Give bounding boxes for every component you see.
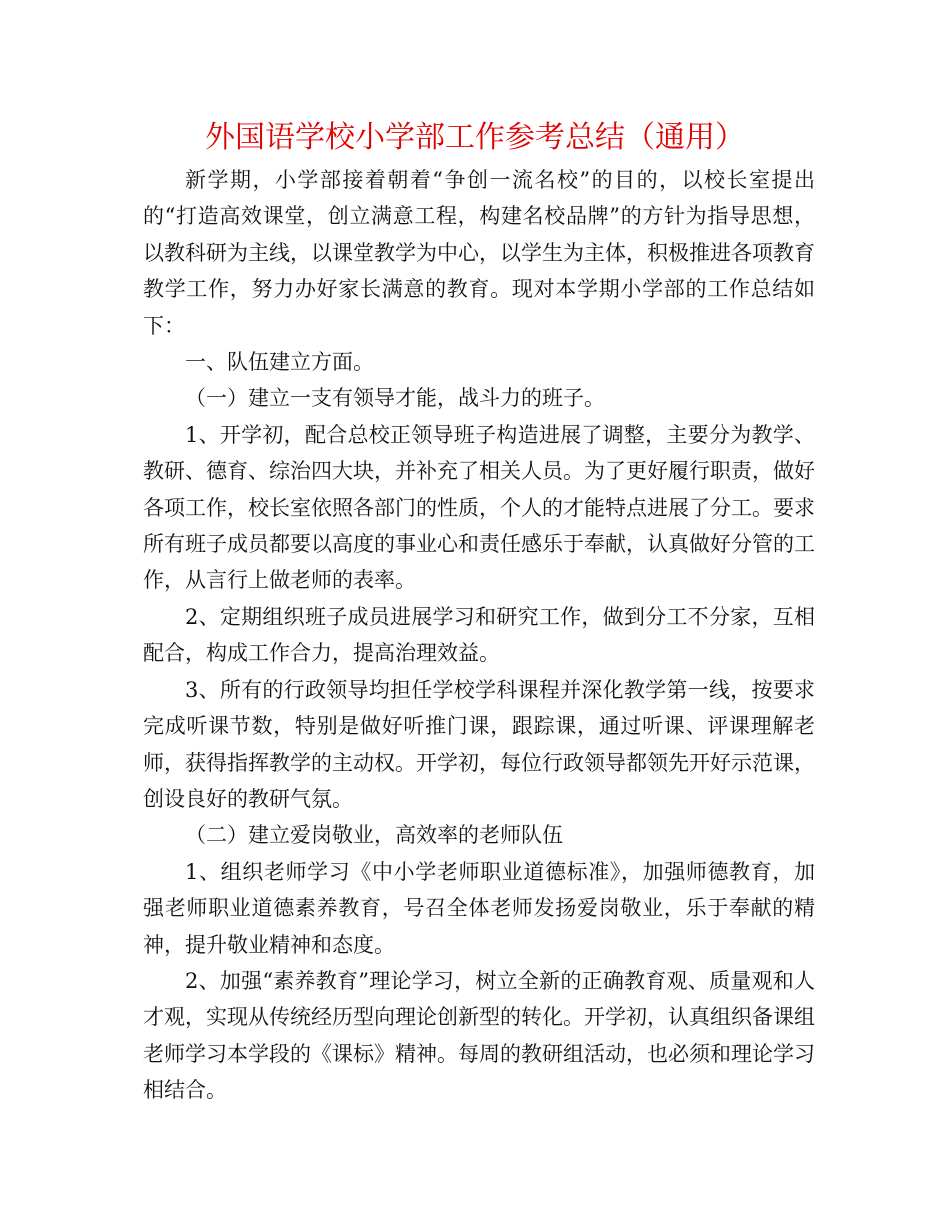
paragraph-intro: 新学期，小学部接着朝着“争创一流名校”的目的，以校长室提出的“打造高效课堂，创立满意工程，构建名校品牌”的方针为指导思想，以教科研为主线，以课堂教学为中心，以学生为主体，积极推进各项教育教学工作，努力办好家长满意的教育。现对本学期小学部的工作总结如下： xyxy=(143,168,815,338)
document-body xyxy=(143,162,815,1109)
paragraph-teacher-item-2: 2、加强“素养教育”理论学习，树立全新的正确教育观、质量观和人才观，实现从传统经历型向理论创新型的转化。开学初，认真组织备课组老师学习本学段的《课标》精神。每周的教研组活动，也必须和理论学习相结合。 xyxy=(143,968,815,1103)
paragraph-item-2: 2、定期组织班子成员进展学习和研究工作，做到分工不分家，互相配合，构成工作合力，提高治理效益。 xyxy=(143,604,815,666)
subsection-heading-leadership: （一）建立一支有领导才能，战斗力的班子。 xyxy=(185,386,605,411)
section-heading-team-building: 一、队伍建立方面。 xyxy=(185,350,374,375)
paragraph-item-3: 3、所有的行政领导均担任学校学科课程并深化教学第一线，按要求完成听课节数，特别是做好听推门课，跟踪课，通过听课、评课理解老师，获得指挥教学的主动权。开学初，每位行政领导都领先开好示范课，创设良好的教研气氛。 xyxy=(143,677,815,811)
paragraph-teacher-item-1: 1、组织老师学习《中小学老师职业道德标准》，加强师德教育，加强老师职业道德素养教育，号召全体老师发扬爱岗敬业，乐于奉献的精神，提升敬业精神和态度。 xyxy=(143,859,815,957)
subsection-heading-teachers: （二）建立爱岗敬业，高效率的老师队伍 xyxy=(185,823,563,848)
paragraph-item-1: 1、开学初，配合总校正领导班子构造进展了调整，主要分为教学、教研、德育、综治四大块，并补充了相关人员。为了更好履行职责，做好各项工作，校长室依照各部门的性质，个人的才能特点进展了分工。要求所有班子成员都要以高度的事业心和责任感乐于奉献，认真做好分管的工作，从言行上做老师的表率。 xyxy=(143,422,815,593)
document-title: 外国语学校小学部工作参考总结（通用） xyxy=(205,120,745,155)
